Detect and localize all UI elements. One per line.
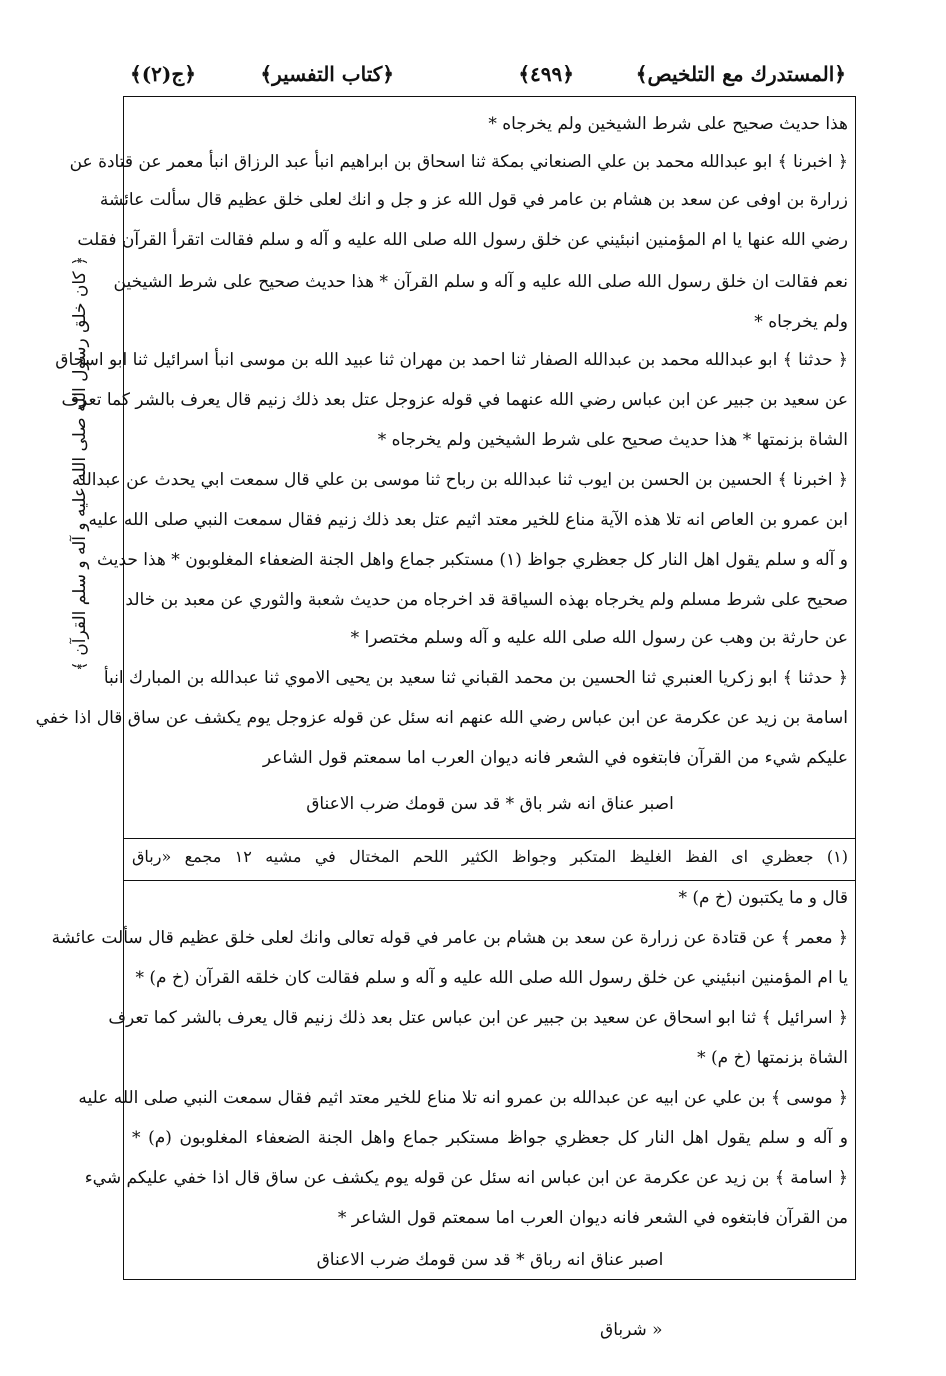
running-header (118, 58, 856, 98)
page-number: ﴿٤٩٩﴾ (518, 62, 574, 86)
text-line: اسامة بن زيد عن عكرمة عن ابن عباس رضي الله عنهم انه سئل عن قوله عزوجل يوم يكشف عن ساق قال اذا خفي (35, 708, 848, 728)
summary-line: و آله و سلم يقول اهل النار كل جعظري جواظ مستكبر جماع واهل الجنة الضعفاء المغلوبون (م) * (132, 1128, 848, 1148)
text-line: الشاة بزنمتها * هذا حديث صحيح على شرط الشيخين ولم يخرجاه * (377, 430, 848, 450)
book-title: ﴿المستدرك مع التلخيص﴾ (635, 62, 846, 86)
text-line: ولم يخرجاه * (754, 312, 848, 332)
text-line: عن حارثة بن وهب عن رسول الله صلى الله عليه و آله وسلم مختصرا * (350, 628, 848, 648)
volume-label: ﴿ج(٢)﴾ (129, 62, 196, 86)
margin-note (62, 256, 98, 672)
summary-line: ﴿ موسى ﴾ بن علي عن ابيه عن عبدالله بن عمرو انه تلا مناع للخير معتد اثيم فقال سمعت النبي صلى الله عليه (78, 1088, 848, 1108)
text-line: ﴿ حدثنا ﴾ ابو زكريا العنبري ثنا الحسين بن محمد القباني ثنا سعيد بن يحيى الاموي ثنا عبدالله بن المبارك انبأ (103, 668, 848, 688)
text-line: ﴿ اخبرنا ﴾ الحسين بن الحسن بن ايوب ثنا عبدالله بن رباح ثنا موسى بن علي قال سمعت ابي يحدث عن عبدالله (71, 470, 848, 490)
text-line: نعم فقالت ان خلق رسول الله صلى الله عليه و آله و سلم القرآن * هذا حديث صحيح على شرط الشيخين (113, 272, 848, 292)
summary-line: يا ام المؤمنين انبئيني عن خلق رسول الله صلى الله عليه و آله و سلم فقالت كان خلقه القرآن (خ م) * (135, 968, 848, 988)
text-line: ﴿ حدثنا ﴾ ابو عبدالله محمد بن عبدالله الصفار ثنا احمد بن مهران ثنا عبيد الله بن موسى انبأ اسرائيل ثنا ابو اسحاق (55, 350, 848, 370)
summary-line: قال و ما يكتبون (خ م) * (678, 888, 848, 908)
footnote-text: (١) جعظري اى الفظ الغليظ المتكبر وجواظ الكثير اللحم المختال في مشيه ١٢ مجمع «رباق (132, 847, 849, 866)
summary-line: ﴿ معمر ﴾ عن قتادة عن زرارة عن سعد بن هشام بن عامر في قوله تعالى وانك لعلى خلق عظيم قال سألت عائشة (51, 928, 848, 948)
summary-line: ﴿ اسرائيل ﴾ ثنا ابو اسحاق عن سعيد بن جبير عن ابن عباس عتل بعد ذلك زنيم قال يعرف بالشر كما تعرف (108, 1008, 848, 1028)
text-line: عن سعيد بن جبير عن ابن عباس رضي الله عنهما في قوله عزوجل عتل بعد ذلك زنيم قال يعرف بالشر كما تعرف (61, 390, 848, 410)
margin-note-text: ﴿ كان خلق رسول الله صلى الله عليه و آله و سلم القرآن ﴾ (70, 256, 90, 672)
text-line: زرارة بن اوفى عن سعد بن هشام بن عامر في قول الله عز و جل و انك لعلى خلق عظيم قال سألت عائشة (99, 190, 848, 210)
text-line: ابن عمرو بن العاص انه تلا هذه الآية مناع للخير معتد اثيم عتل بعد ذلك زنيم فقال سمعت النبي صلى الله عليه (88, 510, 848, 530)
summary-line: من القرآن فابتغوه في الشعر فانه ديوان العرب اما سمعتم قول الشاعر * (337, 1208, 848, 1228)
summary-line: ﴿ اسامة ﴾ بن زيد عن عكرمة عن ابن عباس انه سئل عن قوله يوم يكشف عن ساق قال اذا خفي عليكم شيء (84, 1168, 848, 1188)
summary-line: الشاة بزنمتها (خ م) * (697, 1048, 848, 1068)
text-line: ﴿ اخبرنا ﴾ ابو عبدالله محمد بن علي الصنعاني بمكة ثنا اسحاق بن ابراهيم انبأ عبد الرزاق انبأ معمر عن قتادة عن (69, 152, 848, 172)
verse-line: اصبر عناق انه شر باق * قد سن قومك ضرب الاعناق (306, 794, 674, 814)
text-line: صحيح على شرط مسلم ولم يخرجاه بهذه السياقة قد اخرجاه من حديث شعبة والثوري عن معبد بن خالد (125, 590, 848, 610)
text-line: رضي الله عنها يا ام المؤمنين انبئيني عن خلق رسول الله صلى الله عليه و آله و سلم فقالت اتقرأ القرآن فقلت (77, 230, 848, 250)
text-line: هذا حديث صحيح على شرط الشيخين ولم يخرجاه * (488, 114, 848, 134)
chapter-title: ﴿كتاب التفسير﴾ (260, 62, 394, 86)
text-line: و آله و سلم يقول اهل النار كل جعظري جواظ (١) مستكبر جماع واهل الجنة الضعفاء المغلوبون * هذا حديث (97, 550, 848, 570)
verse-line: اصبر عناق انه رباق * قد سن قومك ضرب الاعناق (316, 1250, 664, 1270)
footnote-divider-top (123, 838, 856, 839)
catchword: « شرباق (600, 1320, 663, 1340)
text-line: عليكم شيء من القرآن فابتغوه في الشعر فانه ديوان العرب اما سمعتم قول الشاعر (262, 748, 848, 768)
